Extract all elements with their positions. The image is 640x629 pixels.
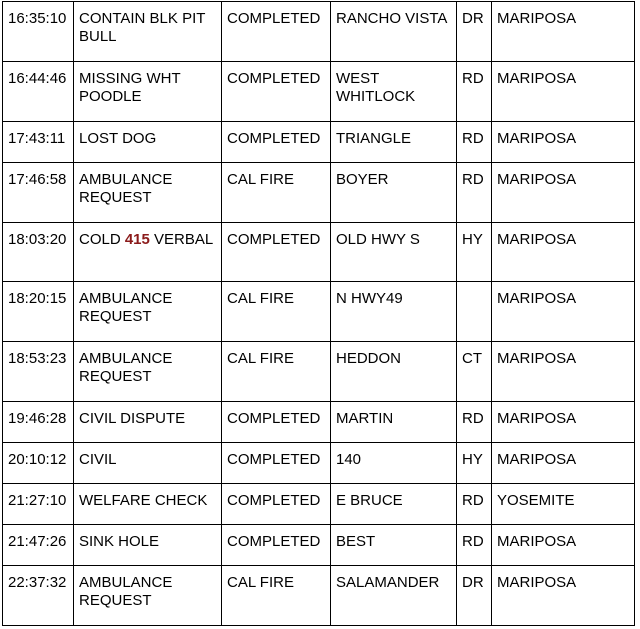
penal-code: 415 — [124, 231, 150, 248]
disposition-cell: COMPLETED — [222, 122, 331, 163]
time-cell: 16:44:46 — [3, 62, 74, 122]
call-log-table — [2, 1, 635, 626]
call-type-cell: MISSING WHT POODLE — [74, 62, 222, 122]
table-row — [3, 282, 635, 342]
disposition-cell: CAL FIRE — [222, 282, 331, 342]
call-type-cell: AMBULANCE REQUEST — [74, 566, 222, 626]
street-cell: BOYER — [331, 163, 457, 223]
table-row — [3, 525, 635, 566]
street-cell: OLD HWY S — [331, 223, 457, 282]
call-type-cell: AMBULANCE REQUEST — [74, 163, 222, 223]
street-suffix-cell: HY — [457, 223, 492, 282]
time-cell: 17:43:11 — [3, 122, 74, 163]
time-cell: 21:27:10 — [3, 484, 74, 525]
disposition-cell: COMPLETED — [222, 484, 331, 525]
street-suffix-cell: DR — [457, 2, 492, 62]
street-cell: SALAMANDER — [331, 566, 457, 626]
street-cell: BEST — [331, 525, 457, 566]
disposition-cell: COMPLETED — [222, 402, 331, 443]
call-type-prefix: COLD — [79, 231, 125, 248]
street-cell: TRIANGLE — [331, 122, 457, 163]
table-row — [3, 443, 635, 484]
disposition-cell: COMPLETED — [222, 525, 331, 566]
city-cell: MARIPOSA — [492, 342, 635, 402]
time-cell: 18:03:20 — [3, 223, 74, 282]
street-cell: N HWY49 — [331, 282, 457, 342]
city-cell: YOSEMITE — [492, 484, 635, 525]
street-cell: WEST WHITLOCK — [331, 62, 457, 122]
street-cell: E BRUCE — [331, 484, 457, 525]
table-row — [3, 484, 635, 525]
disposition-cell: CAL FIRE — [222, 163, 331, 223]
disposition-cell: COMPLETED — [222, 2, 331, 62]
city-cell: MARIPOSA — [492, 122, 635, 163]
call-type-cell: WELFARE CHECK — [74, 484, 222, 525]
street-suffix-cell: RD — [457, 163, 492, 223]
disposition-cell: COMPLETED — [222, 62, 331, 122]
street-cell: RANCHO VISTA — [331, 2, 457, 62]
street-suffix-cell: RD — [457, 402, 492, 443]
street-suffix-cell: RD — [457, 62, 492, 122]
street-cell: 140 — [331, 443, 457, 484]
call-type-cell: CIVIL — [74, 443, 222, 484]
call-type-cell: CIVIL DISPUTE — [74, 402, 222, 443]
street-suffix-cell — [457, 282, 492, 342]
street-suffix-cell: RD — [457, 525, 492, 566]
time-cell: 18:53:23 — [3, 342, 74, 402]
table-row — [3, 223, 635, 282]
call-type-cell: SINK HOLE — [74, 525, 222, 566]
street-cell: MARTIN — [331, 402, 457, 443]
city-cell: MARIPOSA — [492, 402, 635, 443]
table-row — [3, 62, 635, 122]
table-row — [3, 402, 635, 443]
city-cell: MARIPOSA — [492, 62, 635, 122]
street-suffix-cell: RD — [457, 122, 492, 163]
street-cell: HEDDON — [331, 342, 457, 402]
city-cell: MARIPOSA — [492, 566, 635, 626]
time-cell: 20:10:12 — [3, 443, 74, 484]
table-row — [3, 342, 635, 402]
city-cell: MARIPOSA — [492, 443, 635, 484]
table-row — [3, 163, 635, 223]
table-row — [3, 122, 635, 163]
street-suffix-cell: HY — [457, 443, 492, 484]
time-cell: 21:47:26 — [3, 525, 74, 566]
disposition-cell: CAL FIRE — [222, 342, 331, 402]
city-cell: MARIPOSA — [492, 525, 635, 566]
disposition-cell: COMPLETED — [222, 223, 331, 282]
time-cell: 19:46:28 — [3, 402, 74, 443]
street-suffix-cell: CT — [457, 342, 492, 402]
call-type-cell: AMBULANCE REQUEST — [74, 282, 222, 342]
call-type-cell — [74, 223, 222, 282]
time-cell: 16:35:10 — [3, 2, 74, 62]
city-cell: MARIPOSA — [492, 282, 635, 342]
call-type-suffix: VERBAL — [149, 231, 214, 248]
call-type-cell: LOST DOG — [74, 122, 222, 163]
call-type-cell: CONTAIN BLK PIT BULL — [74, 2, 222, 62]
street-suffix-cell: RD — [457, 484, 492, 525]
disposition-cell: CAL FIRE — [222, 566, 331, 626]
time-cell: 17:46:58 — [3, 163, 74, 223]
call-type-cell: AMBULANCE REQUEST — [74, 342, 222, 402]
street-suffix-cell: DR — [457, 566, 492, 626]
disposition-cell: COMPLETED — [222, 443, 331, 484]
table-row — [3, 566, 635, 626]
time-cell: 22:37:32 — [3, 566, 74, 626]
city-cell: MARIPOSA — [492, 2, 635, 62]
time-cell: 18:20:15 — [3, 282, 74, 342]
table-row — [3, 2, 635, 62]
city-cell: MARIPOSA — [492, 163, 635, 223]
city-cell: MARIPOSA — [492, 223, 635, 282]
